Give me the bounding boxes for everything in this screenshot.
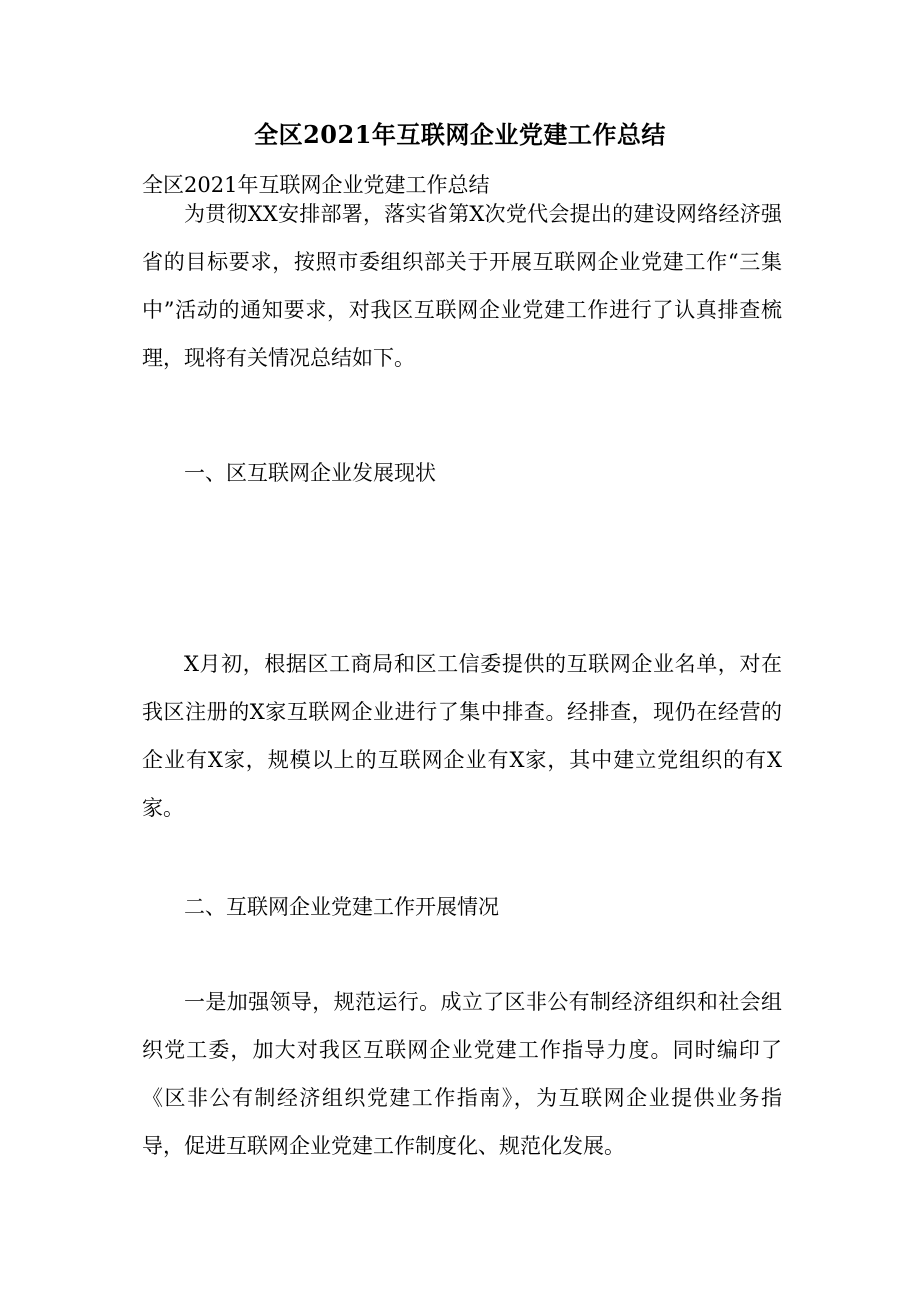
section-2-heading: 二、互联网企业党建工作开展情况 [184, 895, 499, 919]
document-title: 全区2021年互联网企业党建工作总结 [254, 120, 666, 149]
document-subtitle: 全区2021年互联网企业党建工作总结 [142, 173, 490, 197]
section-1-heading: 一、区互联网企业发展现状 [184, 461, 436, 485]
section-1-paragraph: X月初，根据区工商局和区工信委提供的互联网企业名单，对在我区注册的X家互联网企业进行了集中排查。经排查，现仍在经营的企业有X家，规模以上的互联网企业有X家，其中建立党组织的有X家。 [142, 652, 782, 820]
section-2-paragraph: 一是加强领导，规范运行。成立了区非公有制经济组织和社会组织党工委，加大对我区互联网企业党建工作指导力度。同时编印了《区非公有制经济组织党建工作指南》，为互联网企业提供业务指导，促进互联网企业党建工作制度化、规范化发展。 [142, 990, 782, 1158]
intro-paragraph: 为贯彻XX安排部署，落实省第X次党代会提出的建设网络经济强省的目标要求，按照市委组织部关于开展互联网企业党建工作“三集中”活动的通知要求，对我区互联网企业党建工作进行了认真排查梳理，现将有关情况总结如下。 [142, 202, 782, 370]
